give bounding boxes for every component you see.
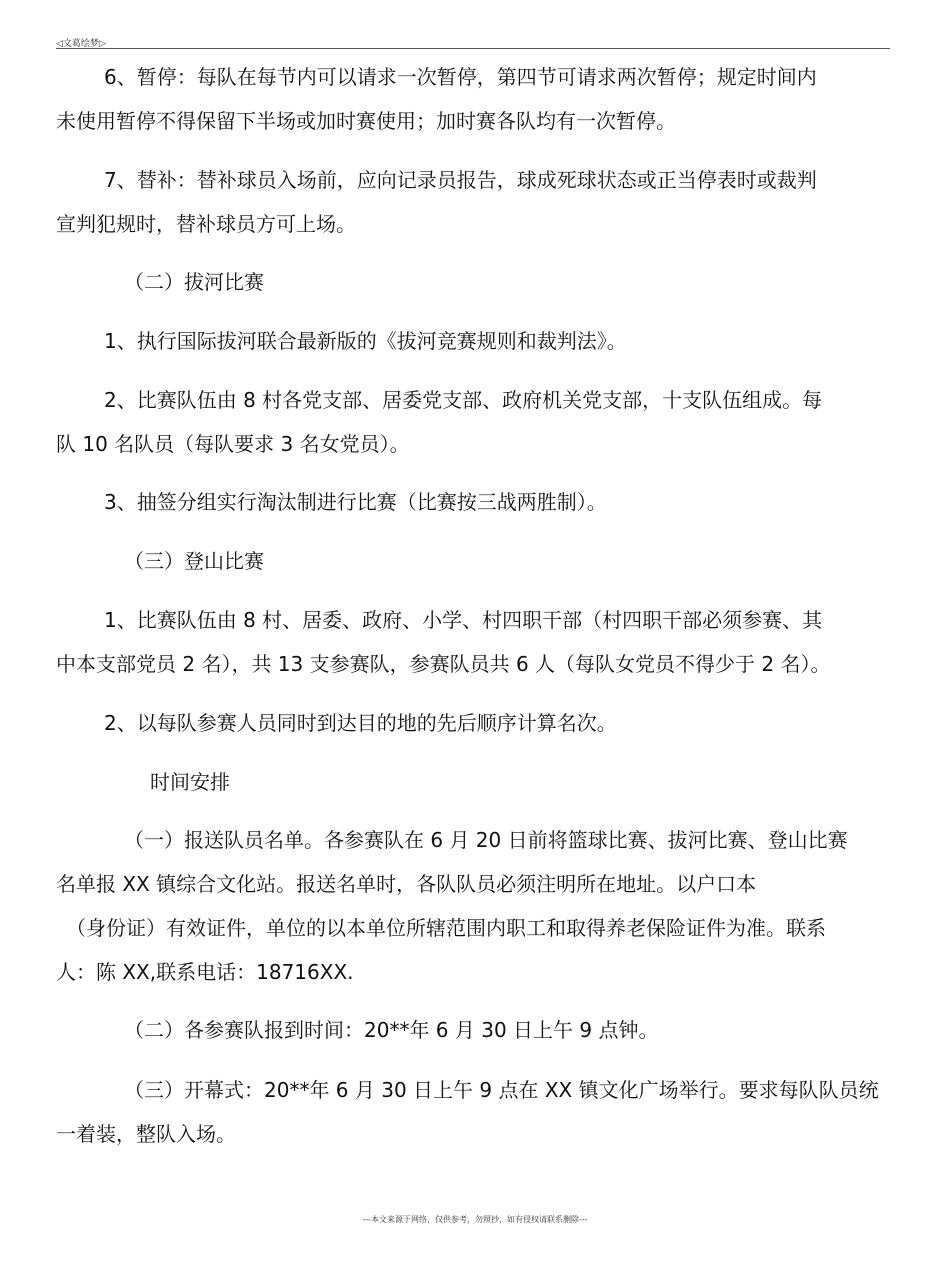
- text-line: （一）报送队员名单。各参赛队在 6 月 20 日前将篮球比赛、拔河比赛、登山比赛: [124, 828, 848, 852]
- footer-note: ---本文来源于网络，仅供参考，勿照抄，如有侵权请联系删除---: [362, 1215, 588, 1224]
- text-line: 1、比赛队伍由 8 村、居委、政府、小学、村四职干部（村四职干部必须参赛、其: [104, 608, 823, 632]
- section-heading: （二）拔河比赛: [124, 270, 264, 294]
- text-line: 2、比赛队伍由 8 村各党支部、居委党支部、政府机关党支部，十支队伍组成。每: [104, 388, 823, 412]
- paragraph-tug-rule-3: [56, 480, 890, 524]
- text-line: 人：陈 XX,联系电话：18716XX.: [56, 960, 354, 984]
- paragraph-schedule-1: [56, 818, 890, 994]
- text-line: 未使用暂停不得保留下半场或加时赛使用；加时赛各队均有一次暂停。: [56, 109, 676, 133]
- text-line: （身份证）有效证件，单位的以本单位所辖范围内职工和取得养老保险证件为准。联系: [66, 916, 826, 940]
- paragraph-climb-rule-2: [56, 701, 890, 745]
- text-line: 1、执行国际拔河联合最新版的《拔河竞赛规则和裁判法》。: [104, 329, 627, 353]
- text-line: （二）各参赛队报到时间：20**年 6 月 30 日上午 9 点钟。: [124, 1018, 659, 1042]
- text-line: 6、暂停：每队在每节内可以请求一次暂停，第四节可请求两次暂停；规定时间内: [104, 65, 817, 89]
- paragraph-basketball-timeout: [56, 55, 890, 143]
- paragraph-climb-rule-1: [56, 598, 890, 686]
- paragraph-tug-rule-1: [56, 319, 890, 363]
- page-header-mark: ◁文葛绘梦▷: [56, 39, 106, 49]
- header-divider: [56, 48, 890, 49]
- text-line: 一着装，整队入场。: [56, 1122, 236, 1146]
- section-heading-tug-of-war: [56, 260, 890, 304]
- section-heading: 时间安排: [150, 770, 230, 794]
- section-heading-schedule: [56, 760, 890, 804]
- section-heading-climbing: [56, 539, 890, 583]
- text-line: （三）开幕式：20**年 6 月 30 日上午 9 点在 XX 镇文化广场举行。要求每队队员统: [124, 1078, 879, 1102]
- text-line: 宣判犯规时，替补球员方可上场。: [56, 212, 356, 236]
- text-line: 7、替补：替补球员入场前，应向记录员报告，球成死球状态或正当停表时或裁判: [104, 168, 817, 192]
- paragraph-schedule-3: [56, 1068, 890, 1156]
- paragraph-basketball-substitution: [56, 158, 890, 246]
- paragraph-schedule-2: [56, 1008, 890, 1052]
- text-line: 3、抽签分组实行淘汰制进行比赛（比赛按三战两胜制）。: [104, 490, 607, 514]
- text-line: 名单报 XX 镇综合文化站。报送名单时，各队队员必须注明所在地址。以户口本: [56, 872, 757, 896]
- text-line: 中本支部党员 2 名），共 13 支参赛队，参赛队员共 6 人（每队女党员不得少于 2 名）。: [56, 652, 831, 676]
- text-line: 队 10 名队员（每队要求 3 名女党员）。: [56, 432, 410, 456]
- paragraph-tug-rule-2: [56, 378, 890, 466]
- section-heading: （三）登山比赛: [124, 549, 264, 573]
- text-line: 2、以每队参赛人员同时到达目的地的先后顺序计算名次。: [104, 711, 617, 735]
